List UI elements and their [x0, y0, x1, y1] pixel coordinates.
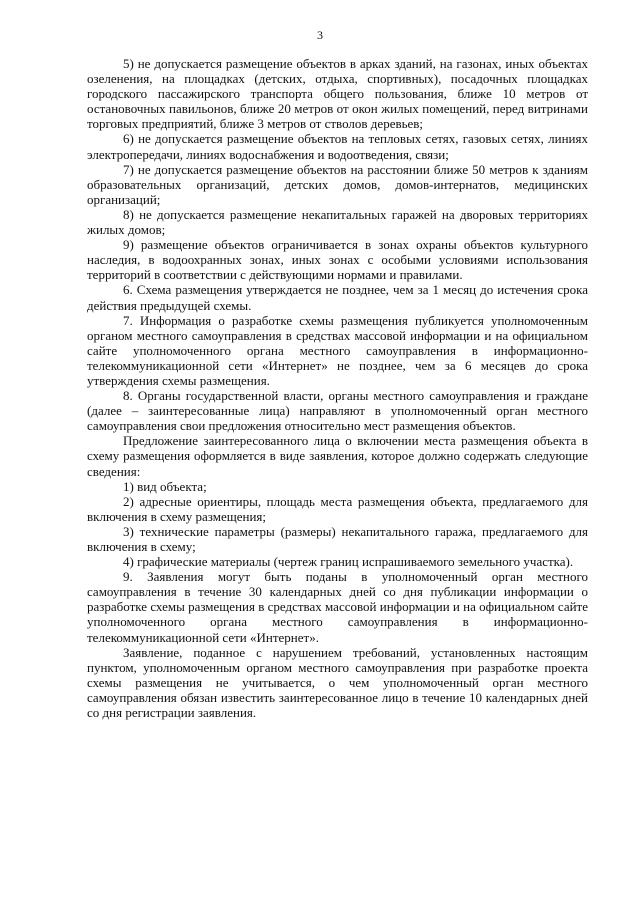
paragraph-clause-7: 7. Информация о разработке схемы размещения публикуется уполномоченным органом местного самоуправления в средствах массовой информации и на официальном сайте уполномоченного органа местного самоуправления в информационно-телекоммуникационной сети «Интернет» не позднее, чем за 6 месяцев до срока утверждения схемы размещения.	[87, 312, 588, 388]
paragraph-rejection: Заявление, поданное с нарушением требований, установленных настоящим пунктом, уполномоченным органом местного самоуправления при разработке проекта схемы размещения не учитывается, о чем уполномоченный орган местного самоуправления обязан известить заинтересованное лицо в течение 10 календарных дней со дня регистрации заявления.	[87, 644, 588, 721]
paragraph-clause-6: 6. Схема размещения утверждается не позднее, чем за 1 месяц до истечения срока действия предыдущей схемы.	[87, 282, 588, 313]
paragraph-item-8: 8) не допускается размещение некапитальных гаражей на дворовых территориях жилых домов;	[87, 206, 588, 238]
paragraph-proposal: Предложение заинтересованного лица о включении места размещения объекта в схему размещения оформляется в виде заявления, которое должно содержать следующие сведения:	[87, 433, 588, 479]
paragraph-item-9: 9) размещение объектов ограничивается в зонах охраны объектов культурного наследия, в водоохранных зонах, иных зонах с особыми условиями использования территорий в соответствии с действующими нормами и правилами.	[87, 237, 588, 283]
paragraph-list-3: 3) технические параметры (размеры) некапитального гаража, предлагаемого для включения в схему;	[87, 523, 588, 554]
paragraph-item-7: 7) не допускается размещение объектов на расстоянии ближе 50 метров к зданиям образовательных организаций, детских домов, домов-интернатов, медицинских организаций;	[87, 161, 588, 207]
paragraph-clause-9: 9. Заявления могут быть поданы в уполномоченный орган местного самоуправления в течение 30 календарных дней со дня публикации информации о разработке схемы размещения в средствах массовой информации и на официальном сайте уполномоченного органа местного самоуправления в информационно-телекоммуникационной сети «Интернет».	[87, 569, 588, 645]
paragraph-item-5: 5) не допускается размещение объектов в арках зданий, на газонах, иных объектах озеленения, на площадках (детских, отдыха, спортивных), посадочных площадках городского пассажирского транспорта общего пользования, ближе 10 метров от остановочных павильонов, ближе 20 метров от окон жилых помещений, перед витринами торговых предприятий, ближе 3 метров от стволов деревьев;	[87, 56, 588, 132]
paragraph-list-4: 4) графические материалы (чертеж границ испрашиваемого земельного участка).	[123, 554, 574, 570]
paragraph-list-1: 1) вид объекта;	[123, 478, 207, 494]
document-body	[87, 56, 588, 720]
paragraph-clause-8: 8. Органы государственной власти, органы местного самоуправления и граждане (далее – заинтересованные лица) направляют в уполномоченный орган местного самоуправления свои предложения относительно мест размещения объектов.	[87, 388, 588, 434]
paragraph-list-2: 2) адресные ориентиры, площадь места размещения объекта, предлагаемого для включения в схему размещения;	[87, 493, 588, 524]
paragraph-item-6: 6) не допускается размещение объектов на тепловых сетях, газовых сетях, линиях электропередачи, линиях водоснабжения и водоотведения, связи;	[87, 131, 588, 162]
page-number: 3	[317, 28, 323, 42]
